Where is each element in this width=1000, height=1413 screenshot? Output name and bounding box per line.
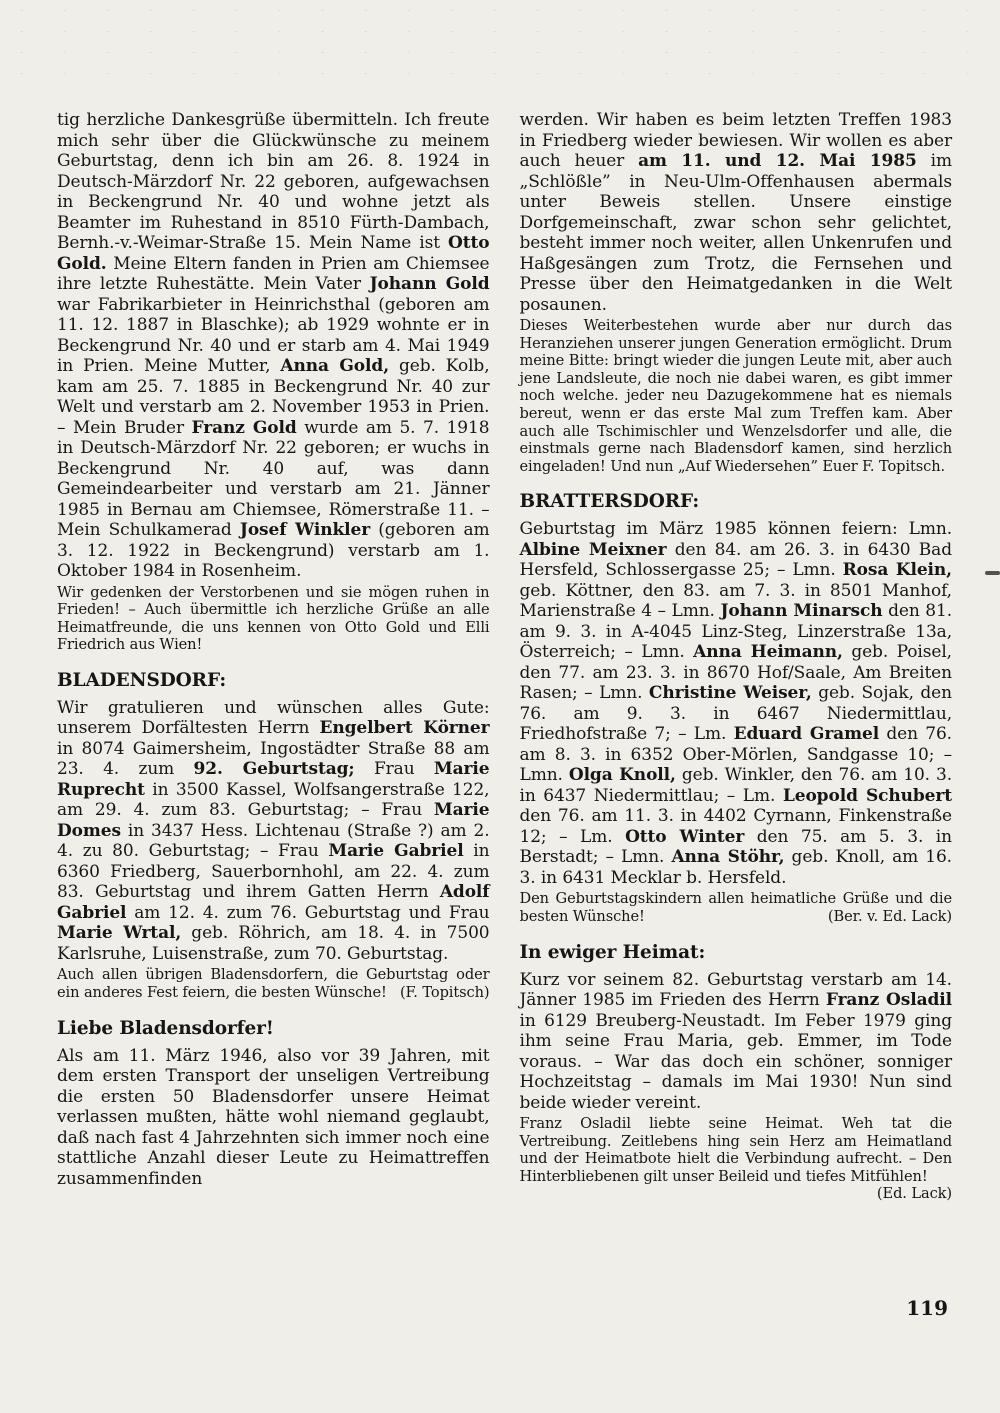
emphasized-text: Marie Gabriel [328,841,464,862]
body-text: am 12. 4. zum 76. Geburtstag und Frau [126,902,490,923]
body-text: geb. Poisel, den 77. am 23. 3. in 8670 Hof/Saale, Am Breiten Rasen; – Lmn. [519,642,952,704]
signature: (Ber. v. Ed. Lack) [827,907,952,925]
body-text: geb. Kolb, kam am 25. 7. 1885 in Beckengrund Nr. 40 zur Welt und verstarb am 2. November 1953 in Prien. – Mein Bruder [57,356,490,438]
body-text: den 76. am 11. 3. in 4402 Cyrnann, Finkenstraße 12; – Lm. [519,806,952,847]
body-text: im „Schlößle” in Neu-Ulm-Offenhausen abermals unter Beweis stellen. Unsere einstige Dorfgemeinschaft, zwar schon sehr gelichtet, besteht immer noch weiter, allen Unkenrufen und Haßgesängen zum Trotz, die Fernsehen und Presse über den Heimatgedanken in die Welt posaunen. [519,151,952,315]
body-text: in 3437 Hess. Lichtenau (Straße ?) am 2. 4. zu 80. Geburtstag; – Frau [57,820,490,862]
body-text: tig herzliche Dankesgrüße übermitteln. Ich freute mich sehr über die Glückwünsche zu meinem Geburtstag, denn ich bin am 26. 8. 1924 in Deutsch-Märzdorf Nr. 22 geboren, aufgewachsen in Beckengrund Nr. 40 und wohne jetzt als Beamter im Ruhestand in 8510 Fürth-Dambach, Bernh.-v.-Weimar-Straße 15. Mein Name ist [57,110,490,253]
section-heading [57,1018,490,1040]
body-text: in 3500 Kassel, Wolfsangerstraße 122, am 29. 4. zum 83. Geburtstag; – Frau [57,779,490,821]
section-heading [520,942,953,964]
emphasized-text: Anna Stöhr, [671,847,785,868]
emphasized-text: Marie Domes [57,800,490,841]
emphasized-text: Christine Weiser, [648,683,812,704]
emphasized-text: Franz Gold [191,417,297,438]
body-text: geb. Sojak, den 76. am 9. 3. in 6467 Niedermittlau, Friedhofstraße 7; – Lm. [519,683,952,745]
editorial-note [520,1115,953,1203]
body-text: Auch allen übrigen Bladensdorfern, die Geburtstag oder ein anderes Fest feiern, die besten Wünsche! [57,966,490,1001]
paragraph [520,970,953,1114]
body-text: in 8074 Gaimersheim, Ingostädter Straße 88 am 23. 4. zum [57,738,490,780]
emphasized-text: Eduard Gramel [733,724,880,745]
paragraph [57,1046,490,1190]
paragraph [57,110,490,582]
body-text: den 76. am 8. 3. in 6352 Ober-Mörlen, Sandgasse 10; – Lmn. [519,724,952,786]
body-text: den 81. am 9. 3. in A-4045 Linz-Steg, Linzerstraße 13a, Österreich; – Lmn. [519,601,952,663]
section-heading [57,670,490,692]
emphasized-text: am 11. und 12. Mai 1985 [638,151,917,171]
body-text: (geboren am 3. 12. 1922 in Beckengrund) verstarb am 1. Oktober 1984 in Rosenheim. [57,520,490,581]
emphasized-text: Anna Gold, [280,356,390,376]
body-text: Kurz vor seinem 82. Geburtstag verstarb am 14. Jänner 1985 im Frieden des Herrn [519,969,952,1011]
emphasized-text: 92. Geburtstag; [193,759,355,780]
paragraph [520,519,953,888]
emphasized-text: Anna Heimann, [693,642,843,663]
body-text: Franz Osladil liebte seine Heimat. Weh tat die Vertreibung. Zeitlebens hing sein Herz am Heimatland und der Heimatbote hielt die Verbindung aufrecht. – Den Hinterbliebenen gilt unser Beileid und tiefes Mitfühlen! [519,1115,952,1185]
body-text: in 6129 Breuberg-Neustadt. Im Feber 1979 ging ihm seine Frau Maria, geb. Emmer, im Tode voraus. – War das doch ein schöner, sonniger Hochzeitstag – damals im Mai 1930! Nun sind beide wieder vereint. [519,1010,952,1113]
body-text: in 6360 Friedberg, Sauerbornhohl, am 22. 4. zum 83. Geburtstag und ihrem Gatten Herrn [57,841,490,903]
emphasized-text: BLADENSDORF: [57,669,227,691]
emphasized-text: Engelbert Körner [319,718,490,739]
body-text: Als am 11. März 1946, also vor 39 Jahren, mit dem ersten Transport der unseligen Vertreibung die ersten 50 Bladensdorfer unsere Heimat verlassen mußten, hätte wohl niemand geglaubt, daß nach fast 4 Jahrzehnten sich immer noch eine stattliche Anzahl dieser Leute zu Heimattreffen zusammenfinden [57,1045,490,1189]
emphasized-text: BRATTERSDORF: [519,491,700,513]
signature: (F. Topitsch) [399,983,490,1001]
emphasized-text: Rosa Klein, [842,560,952,581]
emphasized-text: Franz Osladil [825,990,952,1011]
scan-edge-artifact [985,571,1000,575]
body-text: Meine Eltern fanden in Prien am Chiemsee ihre letzte Ruhestätte. Mein Vater [57,253,490,294]
emphasized-text: Josef Winkler [239,520,371,540]
emphasized-text: Otto Gold. [57,233,490,274]
body-text: den 75. am 5. 3. in Berstadt; – Lmn. [519,826,952,868]
emphasized-text: Johann Gold [369,274,490,294]
page-body [57,110,952,1206]
signature: (Ed. Lack) [876,1185,952,1203]
editorial-note [520,890,953,925]
page-number: 119 [906,1296,948,1320]
body-text: Wir gratulieren und wünschen alles Gute: unserem Dorfältesten Herrn [57,697,490,739]
body-text: Den Geburtstagskindern allen heimatliche Grüße und die besten Wünsche! [519,890,952,925]
editorial-note [520,317,953,475]
emphasized-text: Adolf Gabriel [57,882,490,923]
right-column [520,110,953,1206]
paragraph [57,698,490,965]
body-text: Frau [354,759,434,780]
body-text: Wir gedenken der Verstorbenen und sie mögen ruhen in Frieden! – Auch übermittle ich herzliche Grüße an alle Heimatfreunde, die uns kennen von Otto Gold und Elli Friedrich aus Wien! [57,583,490,654]
emphasized-text: Albine Meixner [519,539,667,560]
section-heading [520,491,953,513]
body-text: den 84. am 26. 3. in 6430 Bad Hersfeld, Schlossergasse 25; – Lmn. [519,539,952,581]
body-text: war Fabrikarbieter in Heinrichsthal (geboren am 11. 12. 1887 in Blaschke); ab 1929 wohnte er in Beckengrund Nr. 40 und er starb am 4. Mai 1949 in Prien. Meine Mutter, [57,294,490,376]
body-text: geb. Köttner, den 83. am 7. 3. in 8501 Manhof, Marienstraße 4 – Lmn. [519,580,952,622]
body-text: werden. Wir haben es beim letzten Treffen 1983 in Friedberg wieder bewiesen. Wir wollen es aber auch heuer [519,110,952,171]
emphasized-text: In ewiger Heimat: [519,941,706,963]
body-text: geb. Winkler, den 76. am 10. 3. in 6437 Niedermittlau; – Lm. [519,765,952,806]
emphasized-text: Otto Winter [625,826,745,847]
emphasized-text: Olga Knoll, [568,765,676,786]
body-text: Dieses Weiterbestehen wurde aber nur durch das Heranziehen unserer jungen Generation ermöglicht. Drum meine Bitte: bringt wieder die jungen Leute mit, aber auch jene Landsleute, die noch nie dabei waren, es gibt immer noch welche. jeder neu Dazugekommene hat es niemals bereut, wenn er das erste Mal zum Treffen kam. Aber auch alle Tschimischler und Wenzelsdorfer und alle, die einstmals gerne nach Bladensdorf kamen, sind herzlich eingeladen! Und nun „Auf Wiedersehen” Euer F. Topitsch. [519,317,952,475]
editorial-note [57,966,490,1001]
editorial-note [57,584,490,654]
scan-noise-artifact [0,0,1000,90]
body-text: geb. Röhrich, am 18. 4. in 7500 Karlsruhe, Luisenstraße, zum 70. Geburtstag. [57,923,490,964]
emphasized-text: Marie Ruprecht [57,759,490,800]
body-text: wurde am 5. 7. 1918 in Deutsch-Märzdorf Nr. 22 geboren; er wuchs in Beckengrund Nr. 40 auf, was dann Gemeindearbeiter und verstarb am 21. Jänner 1985 in Bernau am Chiemsee, Römerstraße 11. – Mein Schulkamerad [57,417,490,540]
emphasized-text: Liebe Bladensdorfer! [57,1017,274,1039]
emphasized-text: Leopold Schubert [782,785,953,806]
emphasized-text: Johann Minarsch [720,601,883,622]
paragraph [520,110,953,315]
left-column [57,110,490,1206]
body-text: Geburtstag im März 1985 können feiern: Lmn. [519,519,952,540]
body-text: geb. Knoll, am 16. 3. in 6431 Mecklar b. Hersfeld. [519,847,952,888]
emphasized-text: Marie Wrtal, [57,923,182,944]
